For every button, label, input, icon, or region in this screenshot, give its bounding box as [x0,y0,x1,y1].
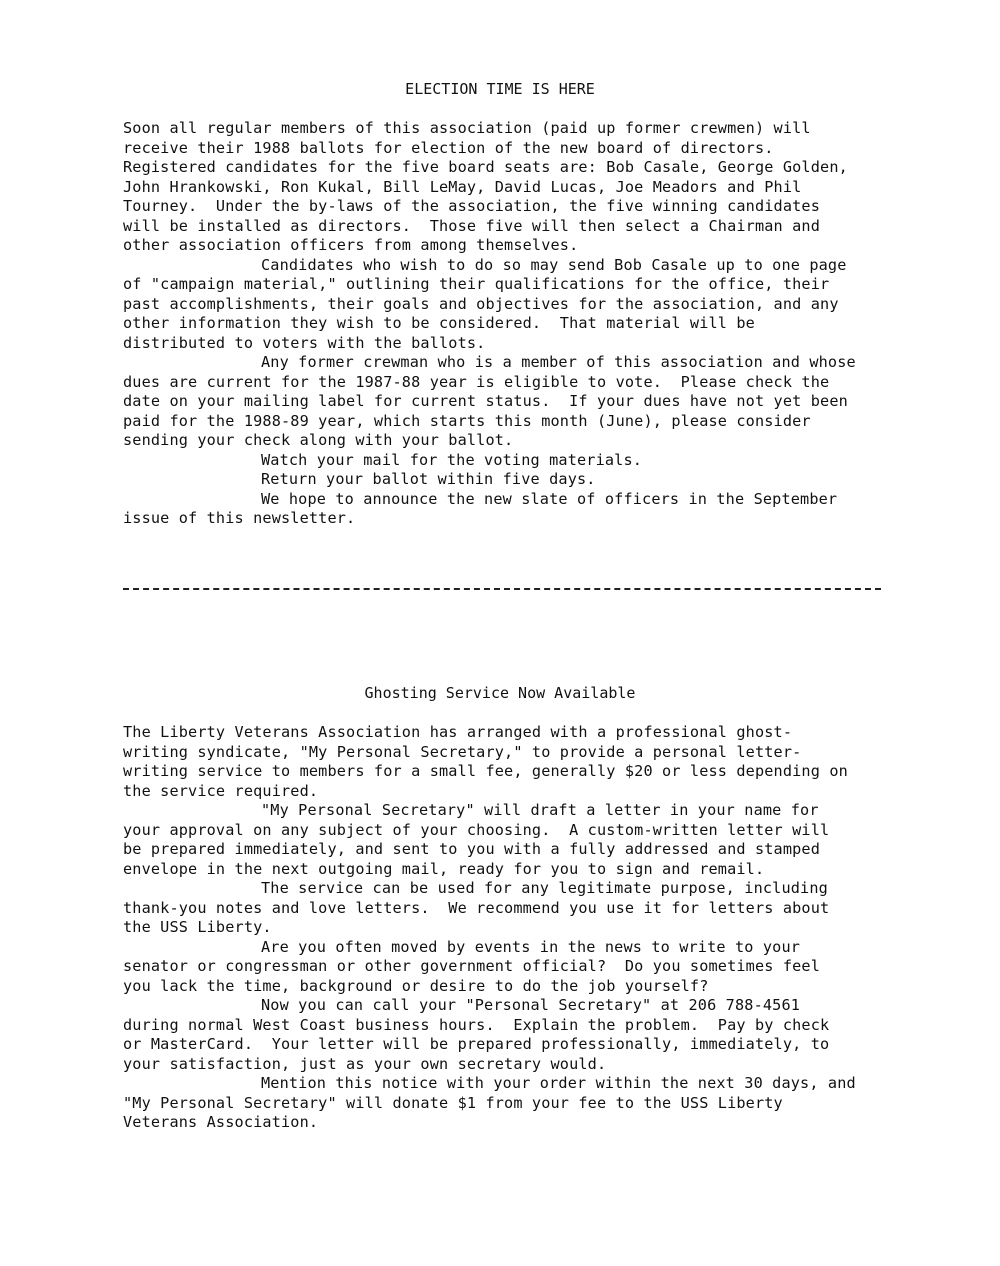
text-line: your approval on any subject of your choosing. A custom-written letter will [123,820,830,839]
text-line: will be installed as directors. Those five will then select a Chairman and [123,216,821,235]
text-line: Tourney. Under the by-laws of the association, the five winning candidates [123,197,821,215]
text-line: receive their 1988 ballots for election of the new board of directors. [123,138,774,157]
text-line: "My Personal Secretary" will donate $1 from your fee to the USS Liberty [123,1093,783,1112]
text-line: Are you often moved by events in the news to write to your [261,937,801,956]
section-divider [123,588,881,590]
text-line: paid for the 1988-89 year, which starts this month (June), please consider [123,411,811,430]
text-line: "My Personal Secretary" will draft a letter in your name for [261,801,819,819]
text-line: the service required. [123,781,319,800]
text-line: Return your ballot within five days. [261,470,596,488]
text-line: be prepared immediately, and sent to you with a fully addressed and stamped [123,840,821,858]
text-line: you lack the time, background or desire to do the job yourself? [123,976,709,995]
text-line: Registered candidates for the five board seats are: Bob Casale, George Golden, [123,158,848,176]
text-line: dues are current for the 1987-88 year is eligible to vote. Please check the [123,372,830,391]
text-line: other information they wish to be considered. That material will be [123,314,755,332]
text-line: Any former crewman who is a member of this association and whose [261,353,856,371]
text-line: The Liberty Veterans Association has arranged with a professional ghost- [123,723,793,741]
text-line: sending your check along with your ballot. [123,431,514,449]
text-line: The service can be used for any legitimate purpose, including [261,879,828,897]
text-line: senator or congressman or other government official? Do you sometimes feel [123,957,821,975]
text-line: past accomplishments, their goals and objectives for the association, and any [123,294,839,313]
election-heading: ELECTION TIME IS HERE [405,80,595,98]
text-line: other association officers from among themselves. [123,236,579,254]
text-line: thank-you notes and love letters. We recommend you use it for letters about [123,898,830,917]
text-line: your satisfaction, just as your own secretary would. [123,1054,607,1073]
text-line: Candidates who wish to do so may send Bob Casale up to one page [261,255,847,274]
text-line: Mention this notice with your order within the next 30 days, and [261,1074,856,1092]
text-line: writing service to members for a small fee, generally $20 or less depending on [123,762,848,780]
text-line: during normal West Coast business hours. Explain the problem. Pay by check [123,1015,830,1034]
text-line: Veterans Association. [123,1113,319,1131]
election-article-body [123,119,856,529]
text-line: the USS Liberty. [123,918,272,936]
text-line: or MasterCard. Your letter will be prepared professionally, immediately, to [123,1035,830,1053]
text-line: We hope to announce the new slate of officers in the September [261,489,838,508]
text-line: writing syndicate, "My Personal Secretary," to provide a personal letter- [123,742,802,761]
text-line: Watch your mail for the voting materials. [261,450,643,469]
text-line: Soon all regular members of this association (paid up former crewmen) will [123,119,811,137]
text-line: distributed to voters with the ballots. [123,333,486,352]
text-line: of "campaign material," outlining their qualifications for the office, their [123,275,830,293]
text-line: date on your mailing label for current status. If your dues have not yet been [123,392,848,410]
ghosting-heading: Ghosting Service Now Available [364,684,636,702]
text-line: Now you can call your "Personal Secretary" at 206 788-4561 [261,996,801,1014]
ghosting-article-body [123,723,856,1133]
text-line: issue of this newsletter. [123,509,356,527]
text-line: John Hrankowski, Ron Kukal, Bill LeMay, David Lucas, Joe Meadors and Phil [123,177,802,196]
text-line: envelope in the next outgoing mail, ready for you to sign and remail. [123,859,765,878]
